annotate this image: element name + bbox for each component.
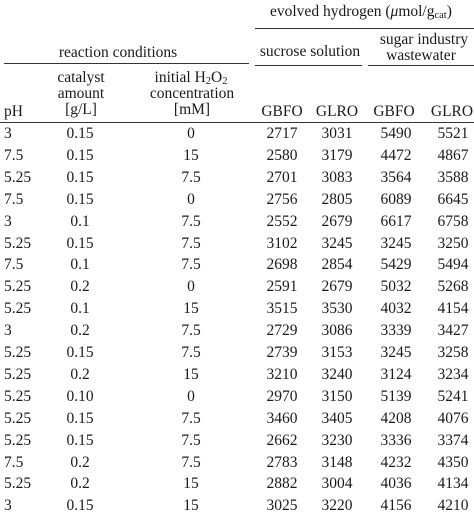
- ph-cell: 5.25: [4, 409, 32, 427]
- h2o2-cell: 0: [187, 278, 195, 296]
- catalyst-cell: 0.15: [66, 344, 94, 361]
- gbfo-wastewater-cell: 6089: [380, 190, 412, 208]
- glro-sucrose-cell: 2679: [321, 212, 353, 230]
- ph-cell: 7.5: [4, 453, 24, 471]
- ph-cell: 3: [4, 125, 12, 142]
- gbfo-wastewater-cell: 5032: [380, 278, 412, 296]
- h2o2-cell: 7.5: [181, 256, 201, 274]
- gbfo-wastewater-cell: 3245: [380, 234, 412, 252]
- gbfo-sucrose-cell: 2882: [266, 475, 298, 493]
- catalyst-cell: 0.2: [70, 365, 90, 383]
- gbfo-sucrose-cell: 2729: [266, 322, 298, 340]
- sugar-industry-header-line1: sugar industry: [379, 31, 469, 48]
- catalyst-header-line2: amount: [57, 85, 105, 102]
- ph-cell: 3: [4, 322, 12, 340]
- unit-mol-per-g: mol/g: [398, 3, 435, 20]
- glro-wastewater-cell: 4350: [437, 453, 469, 471]
- glro-sucrose-cell: 3004: [321, 475, 353, 493]
- h2o2-cell: 15: [183, 365, 199, 383]
- gbfo-sucrose-cell: 3102: [266, 234, 298, 252]
- ph-cell: 3: [4, 212, 12, 230]
- gbfo-wastewater-cell: 4208: [380, 409, 412, 427]
- h2o2-cell: 15: [183, 497, 199, 515]
- glro-sucrose-cell: 3230: [321, 431, 353, 449]
- ph-cell: 5.25: [4, 300, 32, 318]
- ph-header: pH: [4, 103, 23, 120]
- ph-cell: 5.25: [4, 168, 32, 186]
- glro-sucrose-cell: 3083: [321, 168, 353, 186]
- evolved-hydrogen-rule: [255, 28, 474, 29]
- ph-cell: 5.25: [4, 344, 32, 361]
- gbfo-wastewater-header: GBFO: [373, 103, 415, 120]
- ph-cell: 5.25: [4, 387, 32, 405]
- glro-sucrose-header: GLRO: [315, 103, 359, 120]
- gbfo-sucrose-cell: 2591: [266, 278, 298, 296]
- gbfo-sucrose-cell: 2662: [266, 431, 298, 449]
- catalyst-cell: 0.15: [66, 497, 94, 515]
- ph-cell: 7.5: [4, 190, 24, 208]
- unit-cat-subscript: cat: [434, 10, 447, 21]
- gbfo-wastewater-cell: 3124: [380, 365, 412, 383]
- evolved-hydrogen-label: evolved hydrogen: [270, 3, 382, 20]
- h2o2-cell: 15: [183, 475, 199, 493]
- glro-wastewater-cell: 5521: [437, 125, 469, 142]
- gbfo-sucrose-cell: 3210: [266, 365, 298, 383]
- gbfo-sucrose-cell: 2783: [266, 453, 298, 471]
- glro-sucrose-cell: 3148: [321, 453, 353, 471]
- gbfo-wastewater-cell: 3336: [380, 431, 412, 449]
- gbfo-sucrose-cell: 3025: [266, 497, 298, 515]
- ph-cell: 5.25: [4, 475, 32, 493]
- glro-wastewater-cell: 4867: [437, 146, 469, 164]
- glro-wastewater-cell: 3427: [437, 322, 469, 340]
- glro-sucrose-cell: 3179: [321, 146, 353, 164]
- glro-sucrose-cell: 2805: [321, 190, 353, 208]
- gbfo-sucrose-cell: 2552: [266, 212, 298, 230]
- ph-cell: 7.5: [4, 146, 24, 164]
- glro-wastewater-cell: 5241: [437, 387, 469, 405]
- glro-sucrose-cell: 2679: [321, 278, 353, 296]
- catalyst-cell: 0.2: [70, 475, 90, 493]
- glro-wastewater-cell: 4210: [437, 497, 469, 515]
- gbfo-wastewater-cell: 3339: [380, 322, 412, 340]
- catalyst-cell: 0.2: [70, 453, 90, 471]
- gbfo-wastewater-cell: 3564: [380, 168, 412, 186]
- catalyst-cell: 0.2: [70, 278, 90, 296]
- h2o2-cell: 0: [187, 190, 195, 208]
- gbfo-sucrose-cell: 2756: [266, 190, 298, 208]
- h2o2-cell: 7.5: [181, 212, 201, 230]
- sugar-industry-header-line2: wastewater: [386, 47, 456, 64]
- glro-wastewater-cell: 6645: [437, 190, 469, 208]
- glro-wastewater-header: GLRO: [430, 103, 474, 120]
- gbfo-wastewater-cell: 4156: [380, 497, 412, 515]
- gbfo-sucrose-cell: 2698: [266, 256, 298, 274]
- unit-mu-symbol: μ: [390, 3, 399, 20]
- glro-wastewater-cell: 3374: [437, 431, 469, 449]
- gbfo-sucrose-cell: 3515: [266, 300, 298, 318]
- ph-cell: 5.25: [4, 431, 32, 449]
- catalyst-cell: 0.10: [66, 387, 94, 405]
- gbfo-wastewater-cell: 5139: [380, 387, 412, 405]
- glro-sucrose-cell: 3153: [321, 344, 353, 361]
- gbfo-sucrose-cell: 2970: [266, 387, 298, 405]
- gbfo-sucrose-header: GBFO: [261, 103, 303, 120]
- h2o2-cell: 15: [183, 300, 199, 318]
- ph-cell: 7.5: [4, 256, 24, 274]
- gbfo-wastewater-cell: 6617: [380, 212, 412, 230]
- header-bottom-rule: [0, 122, 474, 123]
- ph-cell: 5.25: [4, 234, 32, 252]
- glro-wastewater-cell: 4076: [437, 409, 469, 427]
- h2o2-cell: 7.5: [181, 431, 201, 449]
- gbfo-wastewater-cell: 5490: [380, 125, 412, 142]
- h2o2-cell: 7.5: [181, 168, 201, 186]
- gbfo-sucrose-cell: 2701: [266, 168, 298, 186]
- gbfo-sucrose-cell: 2717: [266, 125, 298, 142]
- glro-wastewater-cell: 4134: [437, 475, 469, 493]
- gbfo-wastewater-cell: 4036: [380, 475, 412, 493]
- catalyst-cell: 0.15: [66, 146, 94, 164]
- catalyst-unit-header: [g/L]: [65, 101, 97, 118]
- glro-sucrose-cell: 3220: [321, 497, 353, 515]
- sucrose-solution-header: sucrose solution: [259, 43, 361, 60]
- gbfo-wastewater-cell: 3245: [380, 344, 412, 361]
- catalyst-cell: 0.1: [70, 212, 90, 230]
- glro-wastewater-cell: 5494: [437, 256, 469, 274]
- catalyst-cell: 0.1: [70, 300, 90, 318]
- catalyst-cell: 0.15: [66, 190, 94, 208]
- catalyst-cell: 0.15: [66, 125, 94, 142]
- evolved-hydrogen-header: evolved hydrogen $(\mu mol/g_{cat})$: [270, 3, 452, 21]
- h2o2-cell: 0: [187, 125, 195, 142]
- gbfo-sucrose-cell: 3460: [266, 409, 298, 427]
- glro-wastewater-cell: 3588: [437, 168, 469, 186]
- h2o2-cell: 0: [187, 387, 195, 405]
- glro-sucrose-cell: 3245: [321, 234, 353, 252]
- catalyst-cell: 0.15: [66, 168, 94, 186]
- glro-sucrose-cell: 3086: [321, 322, 353, 340]
- sucrose-solution-rule: [255, 65, 362, 66]
- glro-sucrose-cell: 3031: [321, 125, 353, 142]
- glro-wastewater-cell: 3258: [437, 344, 469, 361]
- catalyst-cell: 0.2: [70, 322, 90, 340]
- ph-cell: 3: [4, 497, 12, 515]
- glro-wastewater-cell: 3234: [437, 365, 469, 383]
- initial-h2o2-header: initial $H_2O_2$: [154, 69, 228, 87]
- glro-sucrose-cell: 3240: [321, 365, 353, 383]
- sugar-industry-rule: [368, 65, 474, 66]
- gbfo-wastewater-cell: 4032: [380, 300, 412, 318]
- gbfo-sucrose-cell: 2580: [266, 146, 298, 164]
- h2o2-cell: 7.5: [181, 234, 201, 252]
- h2o2-cell: 7.5: [181, 453, 201, 471]
- gbfo-wastewater-cell: 4472: [380, 146, 412, 164]
- gbfo-wastewater-cell: 4232: [380, 453, 412, 471]
- catalyst-cell: 0.15: [66, 409, 94, 427]
- gbfo-wastewater-cell: 5429: [380, 256, 412, 274]
- catalyst-cell: 0.15: [66, 234, 94, 252]
- reaction-conditions-header: reaction conditions: [58, 44, 178, 61]
- glro-wastewater-cell: 6758: [437, 212, 469, 230]
- catalyst-cell: 0.15: [66, 431, 94, 449]
- ph-cell: 5.25: [4, 278, 32, 296]
- h2o2-cell: 15: [183, 146, 199, 164]
- concentration-unit-header: [mM]: [173, 101, 211, 118]
- glro-sucrose-cell: 3150: [321, 387, 353, 405]
- glro-wastewater-cell: 4154: [437, 300, 469, 318]
- h2o2-cell: 7.5: [181, 322, 201, 340]
- concentration-header: concentration: [149, 85, 235, 102]
- h2o2-cell: 7.5: [181, 344, 201, 361]
- catalyst-cell: 0.1: [70, 256, 90, 274]
- catalyst-header-line1: catalyst: [57, 69, 105, 86]
- glro-sucrose-cell: 3405: [321, 409, 353, 427]
- gbfo-sucrose-cell: 2739: [266, 344, 298, 361]
- reaction-conditions-rule: [4, 63, 249, 64]
- ph-cell: 5.25: [4, 365, 32, 383]
- h2o2-cell: 7.5: [181, 409, 201, 427]
- glro-sucrose-cell: 2854: [321, 256, 353, 274]
- glro-wastewater-cell: 5268: [437, 278, 469, 296]
- glro-wastewater-cell: 3250: [437, 234, 469, 252]
- glro-sucrose-cell: 3530: [321, 300, 353, 318]
